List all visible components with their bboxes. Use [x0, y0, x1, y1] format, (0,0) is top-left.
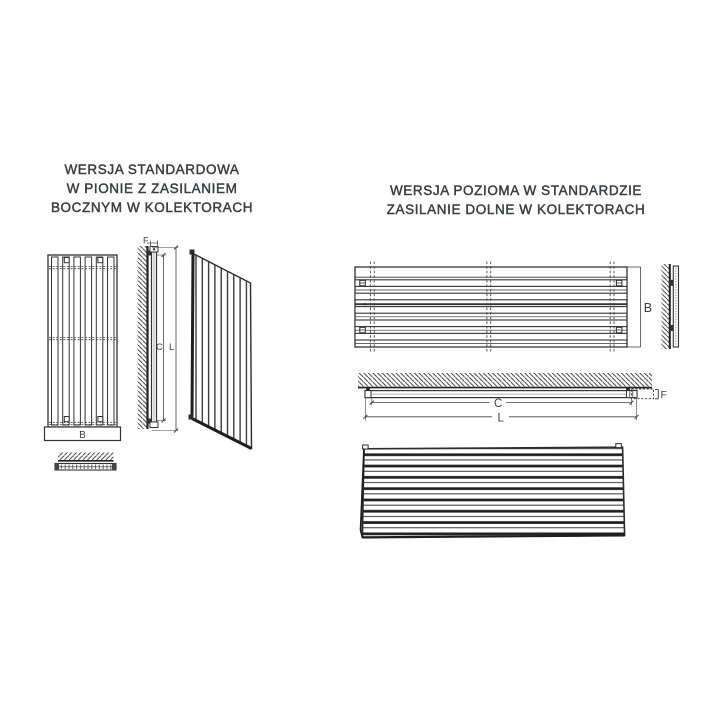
dim-total-height-label: L: [169, 342, 175, 353]
title-line: W PIONIE Z ZASILANIEM: [66, 181, 238, 196]
collector-end-cap: [190, 250, 195, 255]
dim-depth: [655, 390, 658, 399]
dim-collector-height-label: C: [156, 342, 163, 353]
title-line: WERSJA STANDARDOWA: [64, 162, 240, 177]
left-perspective-view: [185, 245, 260, 457]
right-top-view: [358, 373, 667, 425]
right-perspective-view: [358, 443, 628, 541]
dim-depth-label: F: [660, 389, 667, 401]
right-wall-side-view: [662, 264, 679, 349]
dim-height-label: B: [643, 301, 653, 315]
dim-collector-height: [157, 253, 166, 423]
wall-hatch: [58, 453, 114, 461]
wall-hatch: [662, 264, 670, 349]
right-front-view: [355, 262, 652, 353]
collector-end-cap: [616, 444, 622, 448]
wall-hatch: [358, 373, 652, 388]
left-front-view: [45, 255, 121, 441]
mount-bracket: [670, 325, 674, 331]
title-line: WERSJA POZIOMA W STANDARDZIE: [389, 183, 643, 198]
dim-height: [627, 267, 641, 347]
dim-width-label: B: [79, 430, 86, 441]
left-side-view: [138, 236, 179, 433]
dim-total-length-label: L: [497, 412, 504, 425]
vent-mark: [364, 303, 367, 305]
left-top-view: [55, 453, 116, 471]
title-line: BOCZNYM W KOLEKTORACH: [50, 200, 254, 215]
dim-depth: [143, 236, 158, 248]
dim-depth-label: F: [143, 235, 149, 246]
dim-collector-length-label: C: [494, 398, 503, 410]
mount-bracket: [670, 280, 674, 286]
wall-hatch: [138, 246, 148, 429]
collector-end-cap: [363, 445, 369, 449]
title-line: ZASILANIE DOLNE W KOLEKTORACH: [386, 202, 646, 217]
collector-end-cap: [189, 415, 194, 420]
